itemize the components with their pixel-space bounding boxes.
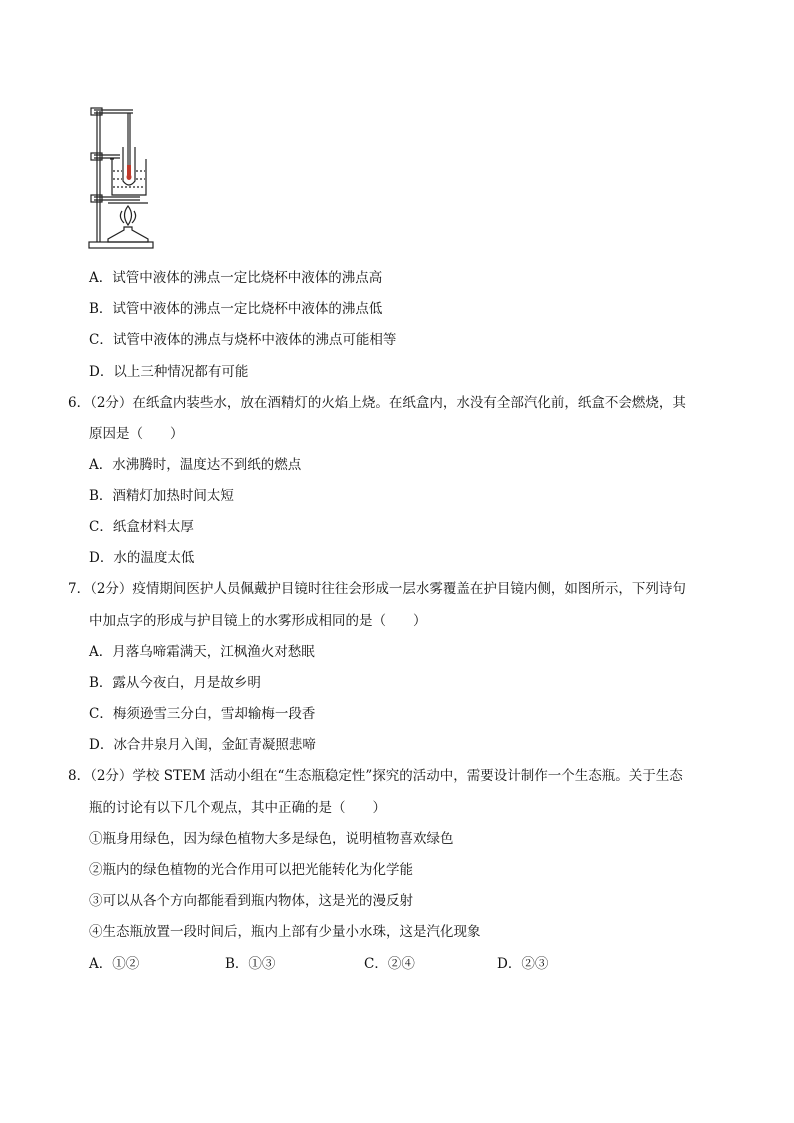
q5-option-c: C．试管中液体的沸点与烧杯中液体的沸点可能相等 bbox=[89, 332, 397, 348]
q7-stem-line1: 7．（2分）疫情期间医护人员佩戴护目镜时往往会形成一层水雾覆盖在护目镜内侧，如图所示，下列诗句 bbox=[68, 581, 686, 597]
q8-stem-line1: 8．（2分）学校 STEM 活动小组在“生态瓶稳定性”探究的活动中，需要设计制作一个生态瓶。关于生态 bbox=[68, 768, 683, 784]
q8-option-b: B．①③ bbox=[225, 956, 276, 972]
q8-stem-line2: 瓶的讨论有以下几个观点，其中正确的是（ ） bbox=[89, 800, 386, 816]
q7-stem-line2: 中加点字的形成与护目镜上的水雾形成相同的是（ ） bbox=[89, 613, 427, 629]
q6-option-b: B．酒精灯加热时间太短 bbox=[89, 488, 234, 504]
q5-option-a: A．试管中液体的沸点一定比烧杯中液体的沸点高 bbox=[89, 270, 383, 286]
q8-options-row bbox=[89, 955, 649, 975]
apparatus-figure bbox=[88, 103, 156, 251]
q6-stem-line2: 原因是（ ） bbox=[89, 426, 184, 442]
q8-statement-1: ①瓶身用绿色，因为绿色植物大多是绿色，说明植物喜欢绿色 bbox=[89, 831, 454, 847]
q6-option-c: C．纸盒材料太厚 bbox=[89, 519, 194, 535]
q6-option-d: D．水的温度太低 bbox=[89, 550, 195, 566]
q8-option-c: C．②④ bbox=[364, 956, 415, 972]
q8-option-a: A．①② bbox=[89, 956, 140, 972]
q6-stem-line1: 6．（2分）在纸盒内装些水，放在酒精灯的火焰上烧。在纸盒内，水没有全部汽化前，纸盒不会燃烧，其 bbox=[68, 395, 686, 411]
q7-option-a: A．月落乌啼霜满天，江枫渔火对愁眠 bbox=[89, 644, 315, 660]
q8-statement-4: ④生态瓶放置一段时间后，瓶内上部有少量小水珠，这是汽化现象 bbox=[89, 924, 481, 940]
alcohol-lamp bbox=[108, 227, 148, 242]
stand-base bbox=[89, 242, 153, 248]
q7-option-b: B．露从今夜白，月是故乡明 bbox=[89, 675, 261, 691]
q8-statement-2: ②瓶内的绿色植物的光合作用可以把光能转化为化学能 bbox=[89, 862, 413, 878]
q6-option-a: A．水沸腾时，温度达不到纸的燃点 bbox=[89, 457, 302, 473]
q8-statement-3: ③可以从各个方向都能看到瓶内物体，这是光的漫反射 bbox=[89, 893, 413, 909]
q7-option-d: D．冰合井泉月入闺，金缸青凝照悲啼 bbox=[89, 737, 316, 753]
flame bbox=[125, 206, 132, 225]
q7-option-c: C．梅须逊雪三分白，雪却输梅一段香 bbox=[89, 706, 316, 722]
q5-option-d: D．以上三种情况都有可能 bbox=[89, 364, 249, 380]
q8-option-d: D．②③ bbox=[497, 956, 549, 972]
q5-option-b: B．试管中液体的沸点一定比烧杯中液体的沸点低 bbox=[89, 301, 383, 317]
